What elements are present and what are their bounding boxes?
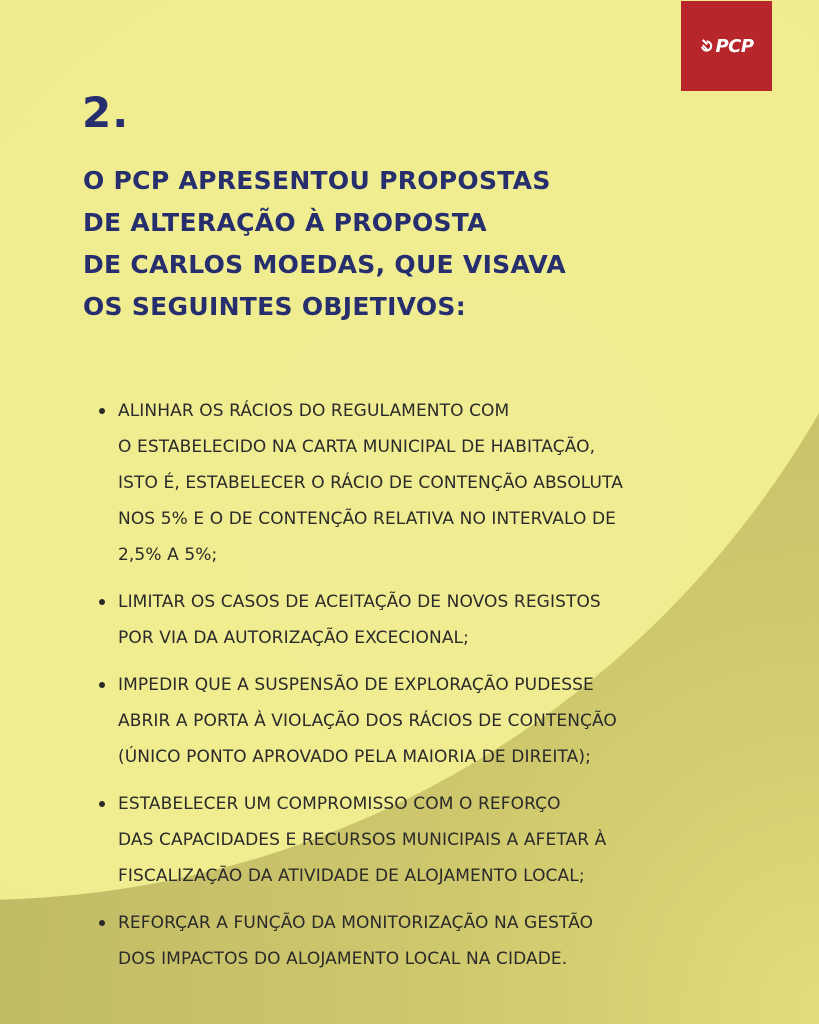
list-item-text: REFORÇAR A FUNÇÃO DA MONITORIZAÇÃO NA GESTÃO bbox=[118, 913, 594, 933]
hammer-sickle-icon bbox=[699, 39, 713, 53]
heading-line: O PCP APRESENTOU PROPOSTAS bbox=[83, 166, 551, 195]
list-item-text: DOS IMPACTOS DO ALOJAMENTO LOCAL NA CIDADE. bbox=[118, 949, 568, 969]
list-item bbox=[98, 393, 798, 573]
list-item-text: ESTABELECER UM COMPROMISSO COM O REFORÇO bbox=[118, 794, 561, 814]
list-item-text: FISCALIZAÇÃO DA ATIVIDADE DE ALOJAMENTO LOCAL; bbox=[118, 866, 585, 886]
list-item bbox=[98, 584, 798, 656]
logo-text: PCP bbox=[715, 35, 754, 57]
list-item-text: DAS CAPACIDADES E RECURSOS MUNICIPAIS A AFETAR À bbox=[118, 830, 607, 850]
list-item-text: NOS 5% E O DE CONTENÇÃO RELATIVA NO INTERVALO DE bbox=[118, 509, 617, 529]
list-item-text: ABRIR A PORTA À VIOLAÇÃO DOS RÁCIOS DE CONTENÇÃO bbox=[118, 711, 617, 731]
pcp-logo bbox=[681, 1, 772, 91]
list-item-text: O ESTABELECIDO NA CARTA MUNICIPAL DE HABITAÇÃO, bbox=[118, 437, 596, 457]
objectives-list bbox=[98, 393, 798, 988]
section-number: 2. bbox=[82, 88, 130, 137]
heading-line: OS SEGUINTES OBJETIVOS: bbox=[83, 292, 467, 321]
page-heading bbox=[83, 160, 723, 328]
list-item-text: POR VIA DA AUTORIZAÇÃO EXCECIONAL; bbox=[118, 628, 469, 648]
list-item-text: IMPEDIR QUE A SUSPENSÃO DE EXPLORAÇÃO PUDESSE bbox=[118, 675, 594, 695]
list-item-text: ISTO É, ESTABELECER O RÁCIO DE CONTENÇÃO ABSOLUTA bbox=[118, 473, 623, 493]
list-item bbox=[98, 905, 798, 977]
heading-line: DE CARLOS MOEDAS, QUE VISAVA bbox=[83, 250, 567, 279]
list-item-text: 2,5% A 5%; bbox=[118, 545, 218, 565]
heading-line: DE ALTERAÇÃO À PROPOSTA bbox=[83, 208, 487, 237]
list-item-text: (ÚNICO PONTO APROVADO PELA MAIORIA DE DIREITA); bbox=[118, 747, 591, 767]
list-item-text: LIMITAR OS CASOS DE ACEITAÇÃO DE NOVOS REGISTOS bbox=[118, 592, 601, 612]
list-item bbox=[98, 786, 798, 894]
list-item bbox=[98, 667, 798, 775]
list-item-text: ALINHAR OS RÁCIOS DO REGULAMENTO COM bbox=[118, 401, 510, 421]
